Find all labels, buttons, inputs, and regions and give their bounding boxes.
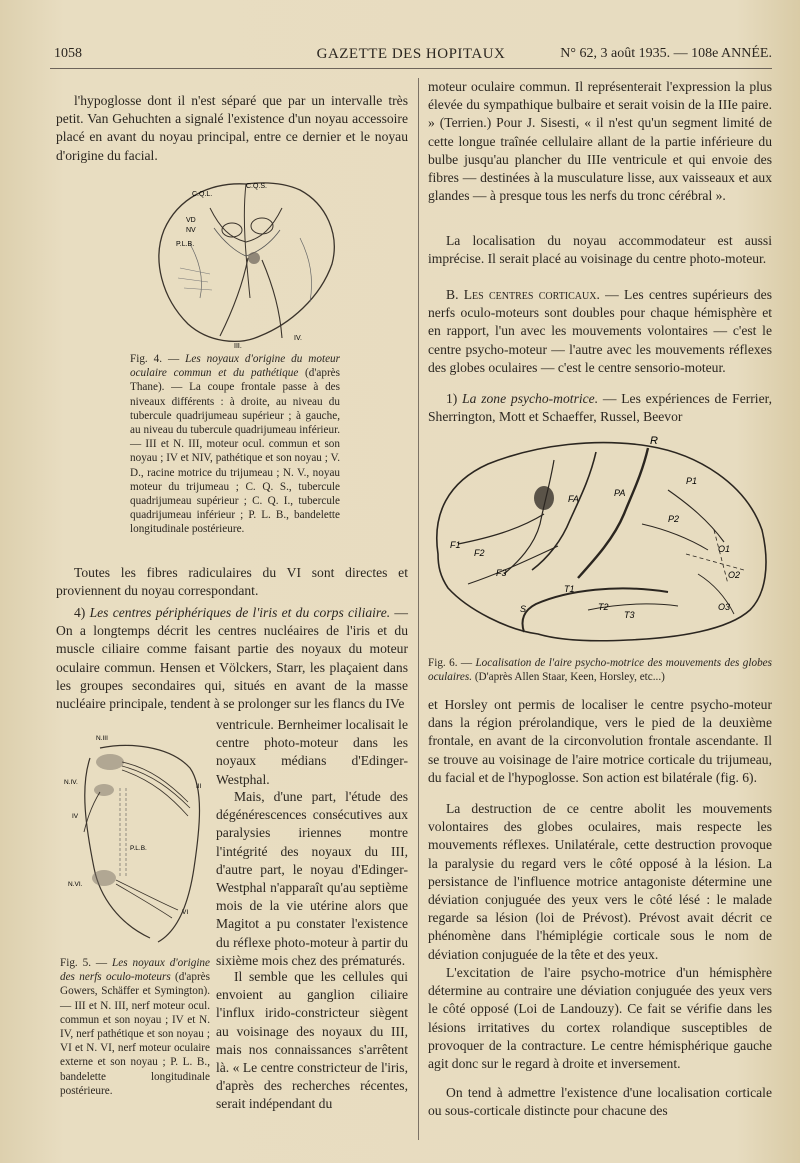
right-paragraph-7: L'excitation de l'aire psycho-motrice d'un hémisphère détermine au contraire une déviation conjuguée des yeux vers le côté opposé (Loi de Landouzy). Ce fait se vérifie dans les lésions irritatives du cortex rolandique susceptibles de provoquer de la contracture. Le centre hémisphérique gauche agit donc sur le regard à droite et inversement.	[428, 965, 772, 1072]
left-paragraph-2: Toutes les fibres radiculaires du VI sont directes et proviennent du noyau correspondant.	[56, 565, 408, 599]
fig6-label-o3: O3	[718, 602, 731, 612]
journal-title: GAZETTE DES HOPITAUX	[316, 46, 506, 62]
fig4-label-plb: P.L.B.	[176, 241, 195, 248]
figure-4-caption: Fig. 4. — Les noyaux d'origine du moteur oculaire commun et du pathétique (d'après Thane). — La coupe frontale passe à des niveaux différents : à droite, au niveau du tubercule quadrijumeau supérieur ; à gauche, au niveau du tubercule quadrijumeau inférieur. — III et N. III, moteur ocul. commun et son noyau ; IV et NIV, pathétique et son noyau ; V. D., racine motrice du trijumeau ; N. V., noyau moteur du trijumeau ; C. Q. S., tubercule quadrijumeau supérieur ; C. Q. I., tubercule quadrijumeau inférieur ; P. L. B., bandelette longitudinale postérieure.	[130, 353, 340, 536]
fig6-label-s: S	[520, 604, 527, 614]
fig6-label-r: R	[650, 435, 658, 447]
right-paragraph-8: On tend à admettre l'existence d'une localisation corticale ou sous-corticale distincte pour chacune des	[428, 1085, 772, 1119]
left-paragraph-6: Il semble que les cellules qui envoient au ganglion ciliaire l'influx irido-constricteur siègent au voisinage des noyaux du III, mais nos connaissances s'arrêtent là. « Le centre constricteur de l'iris, d'après des recherches récentes, serait indépendant du	[216, 969, 408, 1112]
right-paragraph-5: et Horsley ont permis de localiser le centre psycho-moteur dans la région prérolandique, vers le pied de la deuxième frontale, en avant de la circonvolution frontale ascendante. Il se trouve au voisinage de l'aire motrice corticale du trijumeau, du facial et de l'hypoglosse. Son action est bilatérale (fig. 6).	[428, 697, 772, 785]
fig5-label-plb: P.L.B.	[130, 845, 147, 852]
fig4-label-iii: III.	[234, 343, 242, 350]
right-paragraph-1: moteur oculaire commun. Il représenterait l'expression la plus élevée du sympathique bulbaire et serait voisin de la IIIe paire. » (Terrien.) Pour J. Sisesti, « il n'est qu'un segment limité de cette longue traînée cellulaire allant de la partie inférieure du bulbe jusqu'au plancher du IIIe ventricule et qui envoie des fibres — destinées à la musculature lisse, aux vaisseaux et aux glandes — à presque tous les nerfs du tronc cérébral ».	[428, 79, 772, 204]
fig5-label-niii: N.III	[96, 735, 108, 742]
right-paragraph-3: B. Les centres corticaux. — Les centres supérieurs des nerfs oculo-moteurs sont doubles pour chaque hémisphère et en rapport, l'un avec les mouvements volontaires — c'est le centre psycho-moteur — l'autre avec les mouvements réflexes des globes oculaires — c'est le centre sensorio-moteur.	[428, 287, 772, 375]
figure-6-brain-hemisphere	[428, 434, 772, 652]
fig6-label-o2: O2	[728, 570, 741, 580]
figure-4-brainstem-section	[150, 178, 342, 350]
fig5-label-vi: VI	[182, 909, 189, 916]
fig6-label-pa: PA	[614, 488, 626, 498]
fig6-label-t3: T3	[624, 610, 635, 620]
page-number: 1058	[54, 46, 82, 61]
fig6-label-fa: FA	[568, 494, 579, 504]
fig6-label-p2: P2	[668, 514, 680, 524]
left-paragraph-5: Mais, d'une part, l'étude des dégénérescences consécutives aux paralysies iriennes montre l'intégrité des noyaux du III, d'autre part, le noyau d'Edinger-Westphal n'apparaît qu'au septième mois de la vie utérine alors que Magitot a pu constater l'existence du réflexe photo-moteur à partir du sixième mois chez des prématurés.	[216, 789, 408, 968]
fig4-label-cqs: C.Q.S.	[246, 183, 268, 190]
fig5-label-niv: N.IV.	[64, 779, 78, 786]
left-paragraph-3: 4) Les centres périphériques de l'iris et du corps ciliaire. — On a longtemps décrit les centres nucléaires de l'iris et du muscle ciliaire comme faisant partie des noyaux du moteur oculaire commun. Hensen et Völckers, Starr, les plaçaient dans les groupes secondaires qui, situés en avant de la masse nucléaire principale, tendent à se prolonger sur les flancs du IVe	[56, 605, 408, 712]
fig4-label-iv: IV.	[294, 335, 302, 342]
fig5-label-nvi: N.VI.	[68, 881, 83, 888]
fig6-label-f2: F2	[474, 548, 485, 558]
left-paragraph-4: ventricule. Bernheimer localisait le centre photo-moteur dans les noyaux médians d'Edinger-Westphal.	[216, 717, 408, 787]
issue-date: N° 62, 3 août 1935. — 108e ANNÉE.	[560, 46, 772, 61]
right-paragraph-4: 1) La zone psycho-motrice. — Les expériences de Ferrier, Sherrington, Mott et Schaeffer, Russel, Beevor	[428, 391, 772, 425]
fig4-label-nv: NV	[186, 227, 196, 234]
left-paragraph-1: l'hypoglosse dont il n'est séparé que par un intervalle très petit. Van Gehuchten a signalé l'existence d'un noyau accessoire placé en avant du noyau principal, entre ce dernier et le noyau d'origine du facial.	[56, 93, 408, 163]
fig6-label-o1: O1	[718, 544, 731, 554]
fig5-label-iii: III	[196, 783, 202, 790]
figure-5-oculomotor-nuclei	[60, 728, 210, 950]
fig4-label-cql: C.Q.L.	[192, 191, 213, 198]
right-paragraph-6: La destruction de ce centre abolit les mouvements volontaires des globes oculaires, mais respecte les mouvements réflexes. Unilatérale, cette destruction provoque la paralysie du regard vers le côté opposé à la lésion. La persistance de l'influence motrice antagoniste détermine une déviation conjuguée des yeux vers le côté lésé : le malade regarde sa lésion (loi de Prévost). Prévost avait décrit ce phénomène dans l'hémiplégie corticale sous le nom de déviation conjuguée de la tête et des yeux.	[428, 801, 772, 962]
fig5-label-iv: IV	[72, 813, 79, 820]
column-divider	[418, 78, 419, 1140]
fig4-label-vd: VD	[186, 217, 196, 224]
figure-6-caption: Fig. 6. — Localisation de l'aire psycho-motrice des mouvements des globes oculaires. (D'après Allen Staar, Keen, Horsley, etc...)	[428, 657, 772, 684]
right-paragraph-2: La localisation du noyau accommodateur est aussi imprécise. Il serait placé au voisinage du centre photo-moteur.	[428, 233, 772, 267]
fig6-label-p1: P1	[686, 476, 698, 486]
fig6-label-f1: F1	[450, 540, 461, 550]
header-rule	[50, 68, 772, 69]
figure-5-caption: Fig. 5. — Les noyaux d'origine des nerfs oculo-moteurs (d'après Gowers, Schäffer et Symington). — III et N. III, nerf moteur ocul. commun et son noyau ; IV et N. IV, nerf pathétique et son noyau ; VI et N. VI, nerf moteur oculaire externe et son noyau ; P. L. B., bandelette longitudinale postérieure.	[60, 957, 210, 1097]
fig6-label-f3: F3	[496, 568, 507, 578]
fig6-label-t1: T1	[564, 584, 575, 594]
fig6-label-t2: T2	[598, 602, 609, 612]
running-header	[50, 42, 772, 66]
